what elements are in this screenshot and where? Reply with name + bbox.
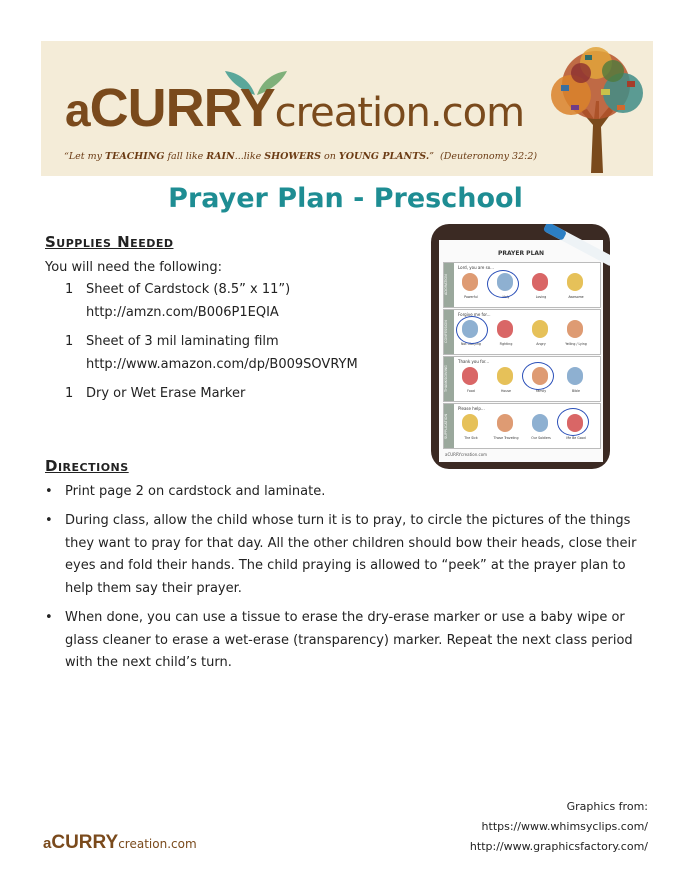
footer-logo-creation: creation.com [118, 837, 197, 851]
marker-circle [522, 362, 554, 390]
page-title: Prayer Plan - Preschool [168, 183, 523, 214]
site-logo [65, 78, 525, 138]
sheet-picture-icon [497, 414, 513, 432]
bullet-icon: • [45, 610, 53, 625]
sheet-row-side-label: THANKSGIVING [444, 357, 454, 401]
supply-item-laminating-film: Sheet of 3 mil laminating film [86, 334, 279, 349]
sheet-row-side-label: CONFESSION [444, 310, 454, 354]
sheet-row-caption: Thank you for... [458, 359, 490, 364]
verse-text: ...like [234, 151, 265, 162]
sheet-picture-label: Awesome [568, 295, 584, 299]
credits-label: Graphics from: [566, 800, 648, 813]
sheet-picture-label: Holy [502, 295, 510, 299]
direction-text: During class, allow the child whose turn it is to pray, to circle the pictures of the things they want to pray for that day. All the other children should bow their heads, close their eyes and fold their hands. The child praying is allowed to “peek” at the prayer plan to help them say their prayer. [65, 513, 637, 596]
sheet-picture-label: House [501, 389, 511, 393]
verse-teaching: TEACHING [105, 151, 165, 162]
sheet-row [443, 262, 601, 308]
sheet-row-caption: Forgive me for... [458, 312, 491, 317]
bible-verse [64, 151, 537, 162]
sheet-picture-label: Angry [536, 342, 546, 346]
credit-link-whimsyclips[interactable]: https://www.whimsyclips.com/ [481, 820, 648, 833]
footer-logo [43, 832, 197, 854]
direction-item [45, 607, 645, 675]
supply-item-cardstock: Sheet of Cardstock (8.5” x 11”) [86, 282, 291, 297]
verse-text: ” [429, 151, 434, 162]
verse-showers: SHOWERS [264, 151, 322, 162]
sheet-picture-label: Fighting [499, 342, 513, 346]
marker-icon [537, 224, 610, 266]
direction-text: Print page 2 on cardstock and laminate. [65, 484, 326, 499]
verse-text: “Let my [64, 151, 106, 162]
verse-plants: YOUNG PLANTS. [338, 151, 430, 162]
bullet-icon: • [45, 484, 53, 499]
sheet-row-side-label: ADORATION [444, 263, 454, 307]
sheet-picture-icon [567, 320, 583, 338]
sheet-picture-label: Not Obeying [461, 342, 481, 346]
marker-circle [456, 316, 488, 344]
marker-circle [487, 270, 519, 298]
prayer-plan-photo [431, 224, 610, 469]
header-banner [41, 41, 653, 176]
sheet-picture-label: The Sick [464, 436, 478, 440]
sheet-picture-icon [462, 367, 478, 385]
sheet-picture-icon [532, 273, 548, 291]
prayer-plan-sheet [439, 240, 603, 462]
direction-text: When done, you can use a tissue to erase the dry-erase marker or use a baby wipe or glass cleaner to erase a wet-erase (transparency) marker. Repeat the next class period with the next child’s turn. [65, 610, 633, 670]
footer-logo-curry: CURRY [51, 832, 119, 853]
sheet-picture-label: Yelling / Lying [565, 342, 587, 346]
sheet-picture-icon [567, 273, 583, 291]
sheet-row-side-label: SUPPLICATION [444, 404, 454, 448]
sheet-picture-icon [497, 367, 513, 385]
marker-circle [557, 408, 589, 436]
verse-text: on [321, 151, 339, 162]
supplies-intro: You will need the following: [45, 260, 223, 275]
sheet-picture-icon [497, 320, 513, 338]
sheet-footer: aCURRYcreation.com [445, 452, 488, 457]
sheet-picture-label: Family [535, 389, 547, 393]
credit-link-graphicsfactory[interactable]: http://www.graphicsfactory.com/ [469, 840, 648, 853]
supply-qty: 1 [65, 334, 74, 349]
verse-text: fall like [164, 151, 207, 162]
logo-creation: creation.com [274, 90, 525, 136]
bullet-icon: • [45, 513, 53, 528]
sheet-picture-label: Our Soldiers [531, 436, 551, 440]
sheet-picture-label: Me Be Good [566, 436, 586, 440]
sheet-picture-label: Bible [572, 389, 580, 393]
supplies-heading: Supplies Needed [45, 233, 174, 251]
book-tree-icon [541, 45, 651, 173]
sheet-picture-icon [462, 273, 478, 291]
graphics-credits [470, 797, 648, 857]
sheet-picture-label: Loving [535, 295, 547, 299]
sheet-title: PRAYER PLAN [497, 250, 545, 257]
sheet-picture-icon [567, 367, 583, 385]
direction-item [45, 510, 645, 600]
verse-reference: (Deuteronomy 32:2) [440, 151, 538, 162]
sheet-row-caption: Lord, you are so... [458, 265, 494, 270]
logo-a: a [65, 84, 90, 136]
logo-curry: CURRY [89, 78, 275, 138]
supply-link-laminating-film[interactable]: http://www.amazon.com/dp/B009SOVRYM [86, 357, 358, 372]
supply-qty: 1 [65, 386, 74, 401]
verse-rain: RAIN [206, 151, 235, 162]
supply-link-cardstock[interactable]: http://amzn.com/B006P1EQIA [86, 305, 279, 320]
supply-item-marker: Dry or Wet Erase Marker [86, 386, 246, 401]
sheet-picture-icon [532, 414, 548, 432]
sheet-picture-label: Food [467, 389, 475, 393]
direction-item [45, 481, 645, 504]
sheet-row-caption: Please help... [458, 406, 485, 411]
sheet-picture-icon [462, 414, 478, 432]
directions-heading: Directions [45, 457, 129, 475]
footer-logo-a: a [43, 835, 52, 852]
sheet-picture-label: Those Traveling [493, 436, 519, 440]
sheet-picture-label: Powerful [464, 295, 478, 299]
sheet-picture-icon [532, 320, 548, 338]
supply-qty: 1 [65, 282, 74, 297]
